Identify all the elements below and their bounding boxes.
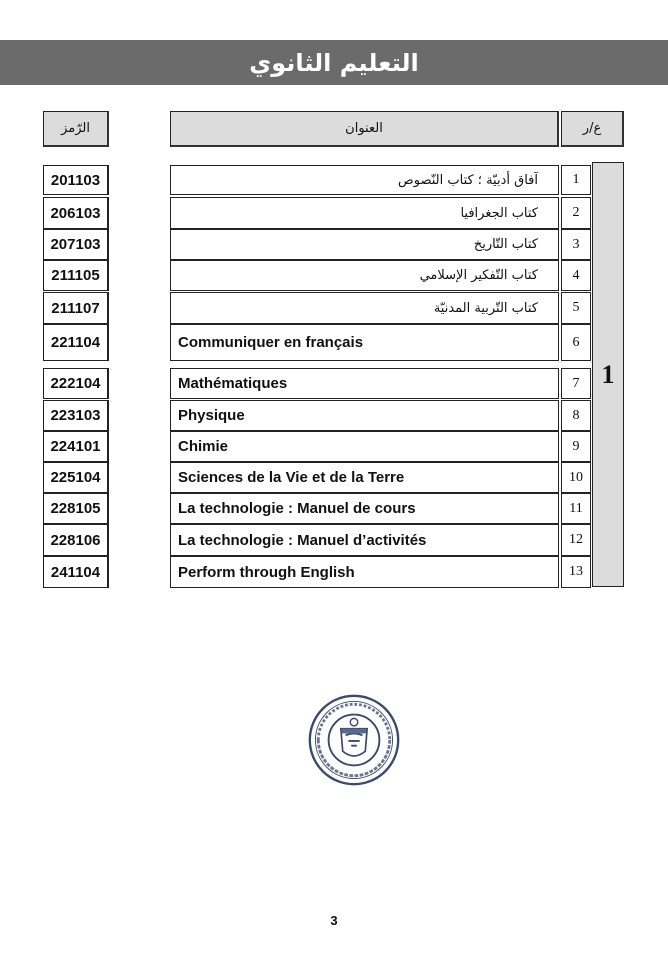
row-code: 221104 <box>43 324 109 361</box>
page-banner <box>0 40 668 85</box>
row-code: 223103 <box>43 400 109 431</box>
row-number: 12 <box>561 524 591 556</box>
ministry-seal-icon <box>307 693 401 787</box>
row-code: 225104 <box>43 462 109 493</box>
level-label: 1 <box>601 359 615 389</box>
row-title: Perform through English <box>170 556 559 588</box>
row-number: 10 <box>561 462 591 493</box>
row-number: 4 <box>561 260 591 291</box>
row-code: 211105 <box>43 260 109 291</box>
row-title: كتاب التّفكير الإسلامي <box>170 260 559 291</box>
row-number: 7 <box>561 368 591 399</box>
banner-title: التعليم الثانوي <box>249 48 419 77</box>
row-number: 3 <box>561 229 591 260</box>
header-title-label: العنوان <box>345 121 383 136</box>
row-number: 5 <box>561 292 591 324</box>
row-number: 2 <box>561 197 591 229</box>
header-num-label: ع/ر <box>582 121 602 136</box>
row-code: 206103 <box>43 197 109 229</box>
row-number: 8 <box>561 400 591 431</box>
row-title: كتاب التّاريخ <box>170 229 559 260</box>
row-code: 201103 <box>43 165 109 195</box>
header-title <box>170 111 559 147</box>
row-title: Chimie <box>170 431 559 462</box>
row-number: 6 <box>561 324 591 361</box>
row-title: Mathématiques <box>170 368 559 399</box>
page-number: 3 <box>330 913 338 928</box>
row-title: La technologie : Manuel d’activités <box>170 524 559 556</box>
level-cell <box>592 162 624 587</box>
row-number: 1 <box>561 165 591 195</box>
row-code: 228106 <box>43 524 109 556</box>
row-code: 207103 <box>43 229 109 260</box>
row-title: La technologie : Manuel de cours <box>170 493 559 524</box>
row-title: كتاب التّربية المدنيّة <box>170 292 559 324</box>
header-code-label: الرّمز <box>61 121 90 136</box>
row-title: Sciences de la Vie et de la Terre <box>170 462 559 493</box>
row-code: 224101 <box>43 431 109 462</box>
row-number: 9 <box>561 431 591 462</box>
row-title: آفاق أدبيّة ؛ كتاب النّصوص <box>170 165 559 195</box>
row-title: كتاب الجغرافيا <box>170 197 559 229</box>
row-code: 228105 <box>43 493 109 524</box>
row-number: 11 <box>561 493 591 524</box>
header-code <box>43 111 109 147</box>
row-code: 222104 <box>43 368 109 399</box>
row-number: 13 <box>561 556 591 588</box>
row-title: Communiquer en français <box>170 324 559 361</box>
row-code: 241104 <box>43 556 109 588</box>
header-num <box>561 111 624 147</box>
row-title: Physique <box>170 400 559 431</box>
row-code: 211107 <box>43 292 109 324</box>
